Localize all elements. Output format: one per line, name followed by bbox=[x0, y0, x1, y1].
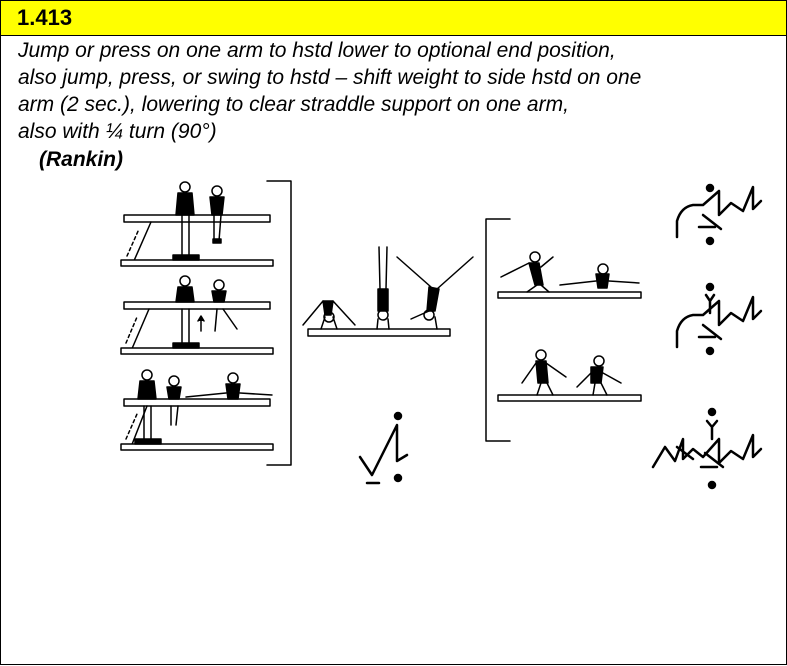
mount-illustrations bbox=[121, 181, 291, 465]
handstand-illustration bbox=[303, 247, 473, 336]
description-line: Jump or press on one arm to hstd lower to optional end position, bbox=[18, 39, 616, 62]
description-line: arm (2 sec.), lowering to clear straddle support on one arm, bbox=[18, 93, 569, 116]
end-position-illustrations bbox=[486, 219, 641, 441]
element-code: 1.413 bbox=[17, 5, 73, 30]
illustration-canvas bbox=[1, 1, 787, 666]
description-line: also jump, press, or swing to hstd – shift weight to side hstd on one bbox=[18, 66, 642, 89]
symbol-variant-2-icon bbox=[677, 284, 761, 354]
mount-row-1 bbox=[121, 182, 273, 266]
mount-row-3 bbox=[121, 370, 273, 450]
description-line: also with ¼ turn (90°) bbox=[18, 120, 217, 143]
element-author: (Rankin) bbox=[39, 148, 123, 171]
symbol-handstand-icon bbox=[360, 413, 407, 483]
symbol-variant-1-icon bbox=[677, 185, 761, 244]
bracket-right bbox=[486, 219, 510, 441]
symbol-variant-3-icon bbox=[653, 409, 761, 488]
bracket-left bbox=[267, 181, 291, 465]
mount-row-2 bbox=[121, 276, 273, 354]
